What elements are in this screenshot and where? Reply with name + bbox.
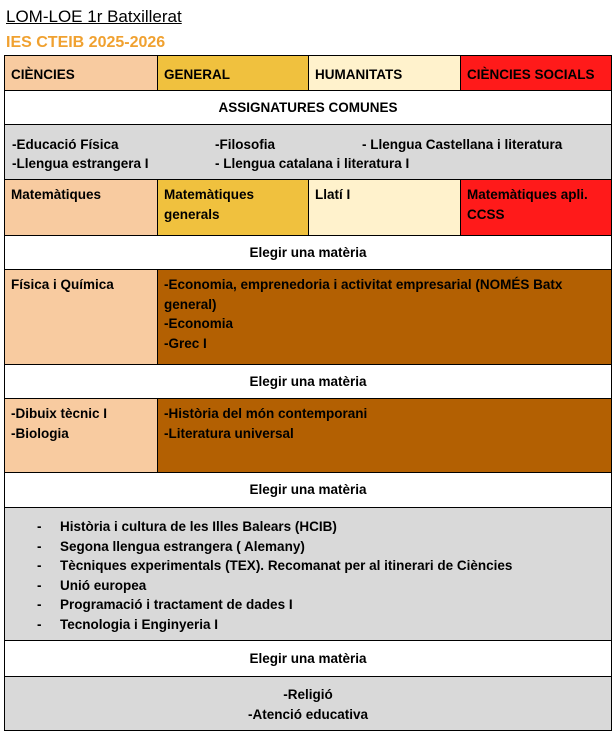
tracks-row xyxy=(5,56,611,91)
choose-row-4 xyxy=(5,641,611,677)
choice2-left-item: -Biologia xyxy=(11,425,69,441)
subjects-table xyxy=(4,55,612,731)
choice2-left xyxy=(5,399,158,472)
choice2-right-item: -Literatura universal xyxy=(164,425,294,441)
list-item: - Programació i tractament de dades I xyxy=(5,595,611,615)
choice4-list xyxy=(5,677,611,730)
choice2-right-item: -Història del món contemporani xyxy=(164,406,368,421)
choice1-left-item: Física i Química xyxy=(11,277,114,292)
choose-label: Elegir una matèria xyxy=(249,650,367,666)
choose-row-2 xyxy=(5,365,611,399)
choice2-row xyxy=(5,399,611,473)
common-heading: ASSIGNATURES COMUNES xyxy=(218,99,398,115)
choice4-item: -Religió xyxy=(283,687,333,702)
subject-filosofia: -Filosofia xyxy=(215,137,275,152)
subject-llengua-castellana: - Llengua Castellana i literatura xyxy=(362,137,563,152)
list-item: - Tecnologia i Enginyeria I xyxy=(5,615,611,635)
list-item: - Tècniques experimentals (TEX). Recomanat per al itinerari de Ciències xyxy=(5,556,611,576)
choice2-left-item: -Dibuix tècnic I xyxy=(11,406,108,421)
choose-label: Elegir una matèria xyxy=(249,373,367,389)
list-item: - Segona llengua estrangera ( Alemany) xyxy=(5,537,611,557)
choice1-right-item: -Economia xyxy=(164,316,234,331)
subject-educacio-fisica: -Educació Física xyxy=(12,137,119,152)
choose-row-3 xyxy=(5,473,611,508)
choice2-right xyxy=(158,399,611,472)
track-humanitats: HUMANITATS xyxy=(309,56,461,90)
track-ciencies: CIÈNCIES xyxy=(5,56,158,90)
choice3-list xyxy=(5,517,611,635)
choice3-row xyxy=(5,508,611,641)
track-general: GENERAL xyxy=(158,56,309,90)
choice1-right xyxy=(158,270,611,364)
maths-ciencies-socials: Matemàtiques apli. CCSS xyxy=(461,180,611,235)
maths-general: Matemàtiques generals xyxy=(158,180,309,235)
document-title: LOM-LOE 1r Batxillerat xyxy=(6,7,182,26)
choice3-list-container xyxy=(5,508,611,640)
maths-ciencies: Matemàtiques xyxy=(5,180,158,235)
choice4-row xyxy=(5,677,611,730)
choice1-right-item: -Grec I xyxy=(164,335,207,351)
common-heading-row xyxy=(5,91,611,125)
choice1-row xyxy=(5,270,611,365)
choose-label: Elegir una matèria xyxy=(249,482,367,498)
choice4-item: -Atenció educativa xyxy=(247,706,369,722)
subject-llengua-catalana: - Llengua catalana i literatura I xyxy=(215,156,410,171)
subject-llengua-estrangera: -Llengua estrangera I xyxy=(12,156,149,171)
maths-row xyxy=(5,180,611,236)
choice1-left xyxy=(5,270,158,364)
school-year: IES CTEIB 2025-2026 xyxy=(6,34,166,51)
choose-label: Elegir una matèria xyxy=(249,244,367,260)
maths-humanitats: Llatí I xyxy=(309,180,461,235)
choice1-right-item: -Economia, emprenedoria i activitat empresarial (NOMÉS Batx general) xyxy=(164,277,563,312)
choose-row-1 xyxy=(5,236,611,270)
list-item: - Unió europea xyxy=(5,576,611,596)
common-subjects-row xyxy=(5,125,611,180)
list-item: - Història i cultura de les Illes Balears (HCIB) xyxy=(5,517,611,537)
track-ciencies-socials: CIÈNCIES SOCIALS xyxy=(461,56,611,90)
